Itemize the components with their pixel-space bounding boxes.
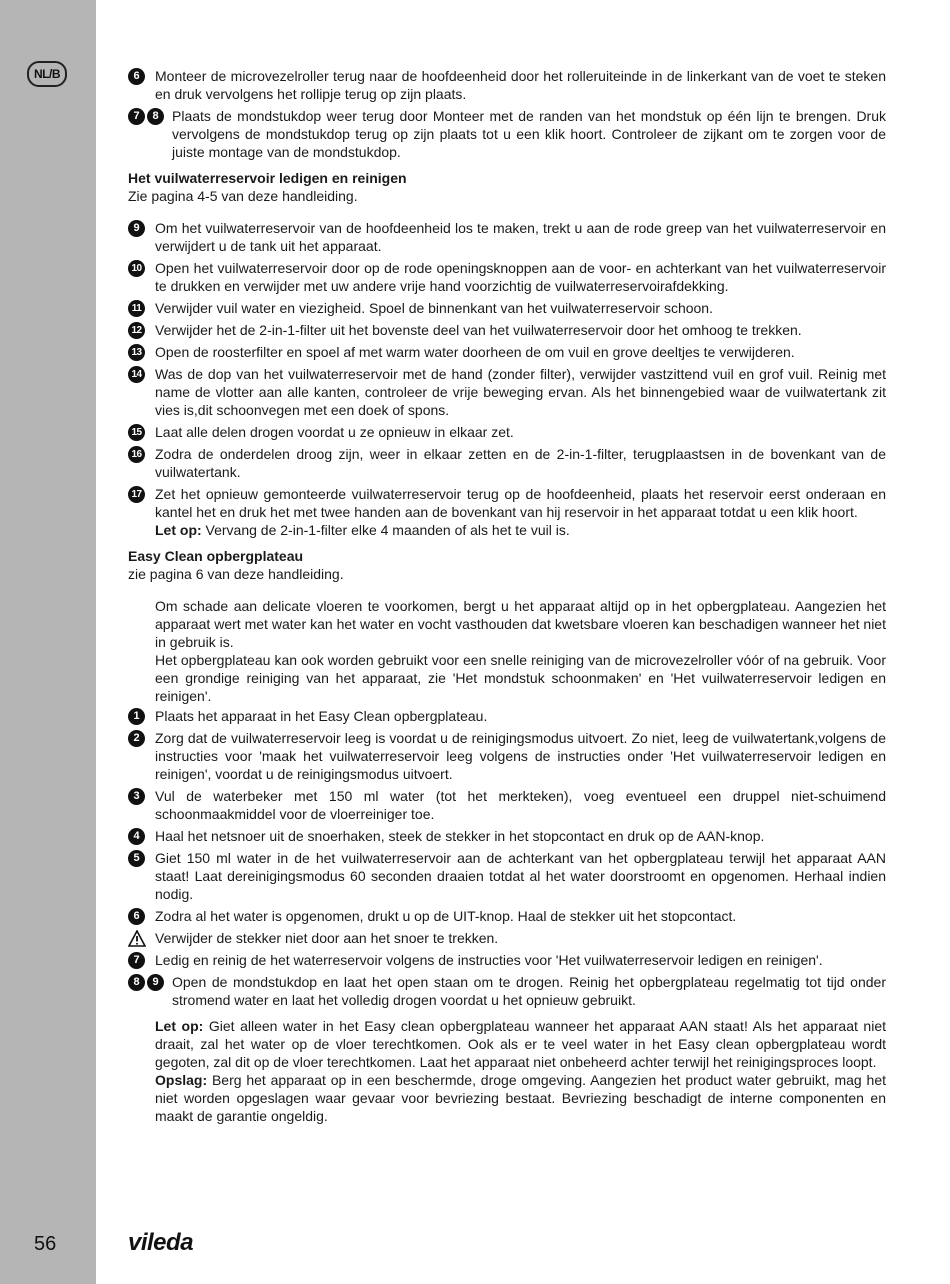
- item-text: Monteer de microvezelroller terug naar de hoofdeenheid door het rolleruiteinde in de linkerkant van de voet te steken en druk vervolgens het rollipje terug op zijn plaats.: [155, 68, 886, 102]
- item-text: Open de roosterfilter en spoel af met warm water doorheen de om vuil en grove deeltjes te verwijderen.: [155, 344, 795, 360]
- step-number: [128, 68, 145, 85]
- item-text: Zet het opnieuw gemonteerde vuilwaterreservoir terug op de hoofdeenheid, plaats het reservoir eerst onderaan en kantel het en druk het met twee handen aan de bovenkant van hij reservoir in het apparaat totdat u een klik hoort.: [155, 486, 886, 520]
- section-subtitle: zie pagina 6 van deze handleiding.: [128, 566, 344, 582]
- item-text: Zorg dat de vuilwaterreservoir leeg is voordat u de reinigingsmodus uitvoert. Zo niet, leeg de vuilwatertank,volgens de instructies voor 'maak het vuilwaterreservoir leeg volgens de instructies onder 'Het vuilwaterreservoir ledigen en reinigen', voordat u de reinigingsmodus uitvoert.: [155, 730, 886, 782]
- section-subtitle: Zie pagina 4-5 van deze handleiding.: [128, 188, 358, 204]
- step-number: [128, 322, 145, 339]
- note-label: Let op:: [155, 1018, 204, 1034]
- step-number-circle: 6: [128, 908, 145, 925]
- item-text: Zodra al het water is opgenomen, drukt u op de UIT-knop. Haal de stekker uit het stopcontact.: [155, 908, 737, 924]
- step-number-circle: 15: [128, 424, 145, 441]
- list-item: [128, 787, 886, 823]
- item-text: Ledig en reinig de het waterreservoir volgens de instructies voor 'Het vuilwaterreservoir ledigen en reinigen'.: [155, 952, 823, 968]
- step-number: [128, 446, 145, 463]
- warning-icon: [128, 930, 146, 947]
- step-number-circle: 5: [128, 850, 145, 867]
- list-item: [128, 707, 886, 725]
- item-text: Verwijder het de 2-in-1-filter uit het bovenste deel van het vuilwaterreservoir door het omhoog te trekken.: [155, 322, 802, 338]
- step-number: [128, 850, 145, 867]
- step-number-circle: 4: [128, 828, 145, 845]
- step-number-circle: 13: [128, 344, 145, 361]
- step-number: [128, 220, 145, 237]
- list-item: [128, 973, 886, 1009]
- step-number-circle: 8: [147, 108, 164, 125]
- step-number-circle: 10: [128, 260, 145, 277]
- note-text: Vervang de 2-in-1-filter elke 4 maanden of als het te vuil is.: [201, 522, 570, 538]
- step-number-circle: 8: [128, 974, 145, 991]
- step-number: [128, 952, 145, 969]
- list-item: [128, 67, 886, 103]
- step-number-circle: 17: [128, 486, 145, 503]
- note-label: Opslag:: [155, 1072, 208, 1088]
- step-number-circle: 11: [128, 300, 145, 317]
- list-item: [128, 259, 886, 295]
- item-text: Vul de waterbeker met 150 ml water (tot het merkteken), voeg eventueel een druppel niet-schuimend schoonmaakmiddel voor de vloerreiniger toe.: [155, 788, 886, 822]
- note-text: Berg het apparaat op in een beschermde, droge omgeving. Aangezien het product water gebruikt, mag het niet worden opgeslagen waar gevaar voor bevriezing bestaat. Bevriezing beschadigt de interne componenten en maakt de garantie ongeldig.: [155, 1072, 886, 1124]
- note-text: Giet alleen water in het Easy clean opbergplateau wanneer het apparaat AAN staat! Als het apparaat niet draait, zal het water op de vloer terechtkomen. Ook als er te veel water in het Easy clean opbergplateau wordt gegoten, zal dit op de vloer terechtkomen. Laat het apparaat niet onbeheerd achter terwijl het reinigingsproces loopt.: [155, 1018, 886, 1070]
- step-number: [128, 908, 145, 925]
- language-badge: NL/B: [27, 61, 67, 87]
- list-item: [128, 907, 886, 925]
- step-number: [128, 300, 145, 317]
- item-text: Zodra de onderdelen droog zijn, weer in elkaar zetten en de 2-in-1-filter, terugplaastsen in de bovenkant van de vuilwatertank.: [155, 446, 886, 480]
- item-text: Open de mondstukdop en laat het open staan om te drogen. Reinig het opbergplateau regelmatig tot tijd onder stromend water en laat het volledig drogen voordat u het opnieuw gebruikt.: [172, 974, 886, 1008]
- note-label: Let op:: [155, 522, 202, 538]
- step-number: [128, 730, 145, 747]
- item-text: Verwijder vuil water en viezigheid. Spoel de binnenkant van het vuilwaterreservoir schoon.: [155, 300, 713, 316]
- list-item: [128, 365, 886, 419]
- step-number: [128, 424, 145, 441]
- item-text: Plaats het apparaat in het Easy Clean opbergplateau.: [155, 708, 488, 724]
- step-number: [128, 708, 145, 725]
- list-item: [128, 107, 886, 161]
- intro-paragraph: Het opbergplateau kan ook worden gebruikt voor een snelle reiniging van de microvezelroller vóór of na gebruik. Voor een grondige reiniging van het apparaat, zie 'Het mondstuk schoonmaken' en 'Het vuilwaterreservoir ledigen en reinigen'.: [155, 652, 886, 704]
- item-text: Was de dop van het vuilwaterreservoir met de hand (zonder filter), verwijder vastzittend vuil en grof vuil. Reinig met name de vlotter aan alle kanten, controleer de vrije beweging ervan. Als het binnengebied waar de vuilwatertank zit vies is,dit schoonvegen met een doek of spons.: [155, 366, 886, 418]
- list-item: [128, 445, 886, 481]
- vileda-logo: vileda: [128, 1229, 194, 1256]
- list-item: [128, 929, 886, 947]
- step-number-circle: 12: [128, 322, 145, 339]
- list-item: [128, 485, 886, 539]
- step-number: [128, 486, 145, 503]
- sidebar: [0, 0, 96, 1284]
- list-item: [128, 951, 886, 969]
- step-number: [128, 828, 145, 845]
- intro-paragraph: Om schade aan delicate vloeren te voorkomen, bergt u het apparaat altijd op in het opbergplateau. Aangezien het apparaat wert met water kan het water en vocht vasthouden dat kwetsbare vloeren kan beschadigen wanneer het niet in gebruik is.: [155, 598, 886, 650]
- list-item: [128, 729, 886, 783]
- item-text: Haal het netsnoer uit de snoerhaken, steek de stekker in het stopcontact en druk op de AAN-knop.: [155, 828, 765, 844]
- step-number-circle: 2: [128, 730, 145, 747]
- list-item: [128, 827, 886, 845]
- page-number: 56: [34, 1233, 57, 1255]
- note-paragraph: [128, 1071, 886, 1125]
- step-number-circle: 6: [128, 68, 145, 85]
- step-number: [128, 788, 145, 805]
- item-text: Om het vuilwaterreservoir van de hoofdeenheid los te maken, trekt u aan de rode greep van het vuilwaterreservoir en verwijdert u de tank uit het apparaat.: [155, 220, 886, 254]
- list-item: [128, 423, 886, 441]
- section-heading: Het vuilwaterreservoir ledigen en reinigen: [128, 170, 407, 186]
- list-item: [128, 299, 886, 317]
- step-number-circle: 9: [147, 974, 164, 991]
- manual-content: [128, 67, 886, 1125]
- list-item: [128, 343, 886, 361]
- list-item: [128, 219, 886, 255]
- step-number-circle: 7: [128, 952, 145, 969]
- step-number: [128, 108, 164, 125]
- item-text: Open het vuilwaterreservoir door op de rode openingsknoppen aan de voor- en achterkant van het vuilwaterreservoir te drukken en verwijder met uw andere vrije hand voorzichtig de vuilwaterreservoirafdekking.: [155, 260, 886, 294]
- item-text: Plaats de mondstukdop weer terug door Monteer met de randen van het mondstuk op één lijn te brengen. Druk vervolgens de mondstukdop terug op zijn plaats tot u een klik hoort. Controleer de zijkant om te zorgen voor de juiste montage van de mondstukdop.: [172, 108, 886, 160]
- step-number-circle: 3: [128, 788, 145, 805]
- item-text: Verwijder de stekker niet door aan het snoer te trekken.: [155, 930, 499, 946]
- list-item: [128, 849, 886, 903]
- step-number: [128, 366, 145, 383]
- item-text: Giet 150 ml water in de het vuilwaterreservoir aan de achterkant van het opbergplateau terwijl het apparaat AAN staat! Laat dereinigingsmodus 60 seconden draaien totdat al het water doorstroomt en opgenomen. Herhaal indien nodig.: [155, 850, 886, 902]
- step-number-circle: 14: [128, 366, 145, 383]
- section-heading: Easy Clean opbergplateau: [128, 548, 304, 564]
- step-number-circle: 16: [128, 446, 145, 463]
- step-number-circle: 1: [128, 708, 145, 725]
- step-number: [128, 344, 145, 361]
- note-paragraph: [128, 1017, 886, 1071]
- list-item: [128, 321, 886, 339]
- step-number: [128, 260, 145, 277]
- step-number: [128, 974, 164, 991]
- step-number-circle: 7: [128, 108, 145, 125]
- item-text: Laat alle delen drogen voordat u ze opnieuw in elkaar zet.: [155, 424, 514, 440]
- step-number-circle: 9: [128, 220, 145, 237]
